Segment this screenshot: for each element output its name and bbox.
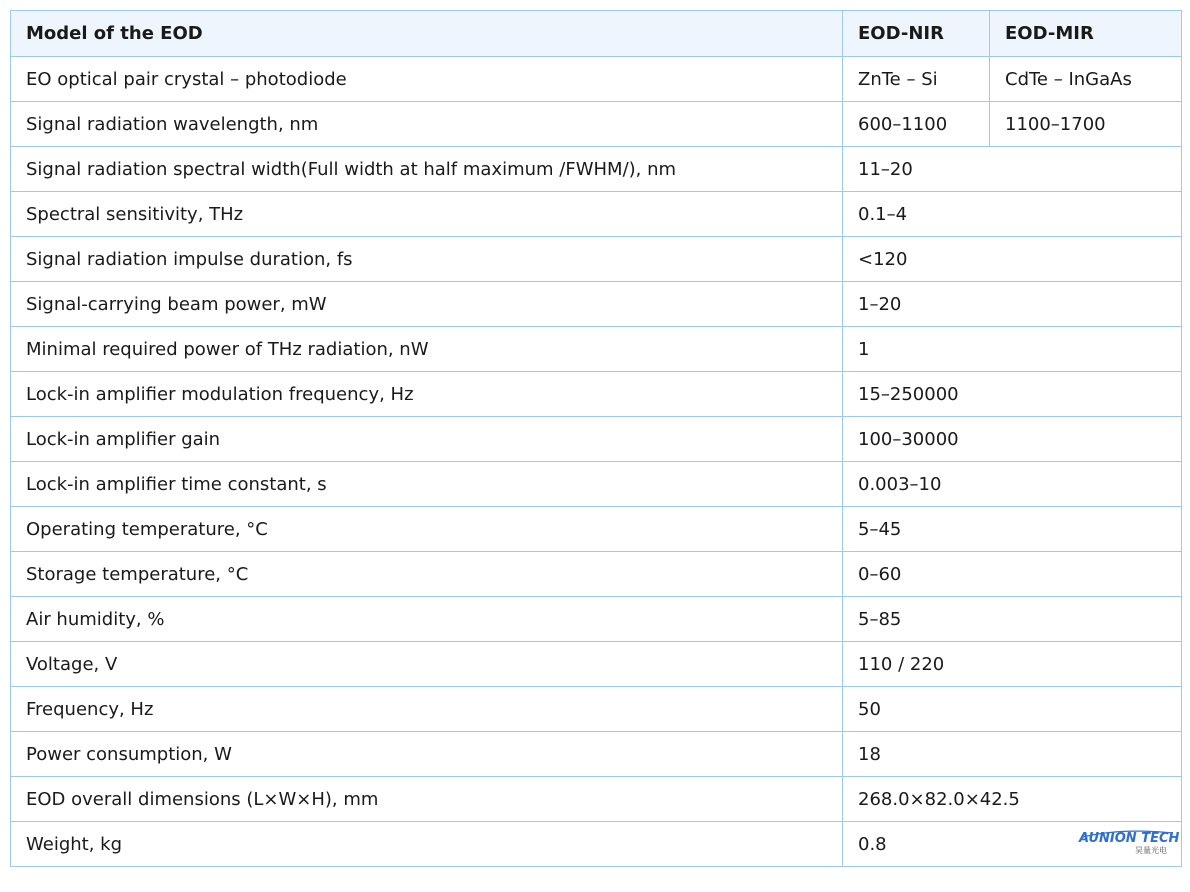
row-parameter: Frequency, Hz <box>11 687 843 732</box>
row-parameter: EO optical pair crystal – photodiode <box>11 57 843 102</box>
table-row <box>11 282 1182 327</box>
row-value-nir: 600–1100 <box>843 102 990 147</box>
table-row <box>11 462 1182 507</box>
spec-table <box>10 10 1182 867</box>
row-parameter: Signal radiation impulse duration, fs <box>11 237 843 282</box>
table-row <box>11 822 1182 867</box>
row-value: 100–30000 <box>843 417 1182 462</box>
row-parameter: Operating temperature, °C <box>11 507 843 552</box>
row-parameter: Lock-in amplifier modulation frequency, Hz <box>11 372 843 417</box>
swoosh-icon <box>1081 829 1175 839</box>
row-value: 0.1–4 <box>843 192 1182 237</box>
table-row <box>11 507 1182 552</box>
row-value-mir: 1100–1700 <box>990 102 1182 147</box>
header-mir: EOD-MIR <box>990 11 1182 57</box>
row-parameter: Power consumption, W <box>11 732 843 777</box>
row-parameter: Storage temperature, °C <box>11 552 843 597</box>
table-row <box>11 777 1182 822</box>
table-row <box>11 372 1182 417</box>
table-row <box>11 237 1182 282</box>
row-parameter: Signal-carrying beam power, mW <box>11 282 843 327</box>
row-value: 50 <box>843 687 1182 732</box>
table-row <box>11 327 1182 372</box>
row-value: 15–250000 <box>843 372 1182 417</box>
row-parameter: EOD overall dimensions (L×W×H), mm <box>11 777 843 822</box>
table-row <box>11 147 1182 192</box>
row-value: 11–20 <box>843 147 1182 192</box>
row-value: 0.003–10 <box>843 462 1182 507</box>
table-row <box>11 57 1182 102</box>
row-parameter: Spectral sensitivity, THz <box>11 192 843 237</box>
brand-watermark <box>1079 826 1180 862</box>
row-parameter: Signal radiation spectral width(Full width at half maximum /FWHM/), nm <box>11 147 843 192</box>
row-value: 268.0×82.0×42.5 <box>843 777 1182 822</box>
row-parameter: Signal radiation wavelength, nm <box>11 102 843 147</box>
row-value: 1–20 <box>843 282 1182 327</box>
row-value: 18 <box>843 732 1182 777</box>
row-value: 5–85 <box>843 597 1182 642</box>
table-row <box>11 687 1182 732</box>
table-row <box>11 597 1182 642</box>
table-header-row <box>11 11 1182 57</box>
row-value: 110 / 220 <box>843 642 1182 687</box>
row-value: 0.8 <box>858 833 887 855</box>
table-row <box>11 417 1182 462</box>
row-parameter: Minimal required power of THz radiation, nW <box>11 327 843 372</box>
header-nir: EOD-NIR <box>843 11 990 57</box>
table-row <box>11 732 1182 777</box>
header-parameter: Model of the EOD <box>11 11 843 57</box>
table-row <box>11 552 1182 597</box>
table-row <box>11 102 1182 147</box>
row-parameter: Air humidity, % <box>11 597 843 642</box>
row-value-mir: CdTe – InGaAs <box>990 57 1182 102</box>
row-value: <120 <box>843 237 1182 282</box>
row-parameter: Lock-in amplifier time constant, s <box>11 462 843 507</box>
row-value: 1 <box>843 327 1182 372</box>
row-value: 5–45 <box>843 507 1182 552</box>
row-parameter: Voltage, V <box>11 642 843 687</box>
brand-subtitle: 昊量光电 <box>1135 846 1167 855</box>
brand-name: AUNION TECH <box>1079 831 1180 846</box>
row-parameter: Lock-in amplifier gain <box>11 417 843 462</box>
row-value-nir: ZnTe – Si <box>843 57 990 102</box>
row-value-cell <box>843 822 1182 867</box>
row-parameter: Weight, kg <box>11 822 843 867</box>
table-row <box>11 192 1182 237</box>
row-value: 0–60 <box>843 552 1182 597</box>
table-row <box>11 642 1182 687</box>
